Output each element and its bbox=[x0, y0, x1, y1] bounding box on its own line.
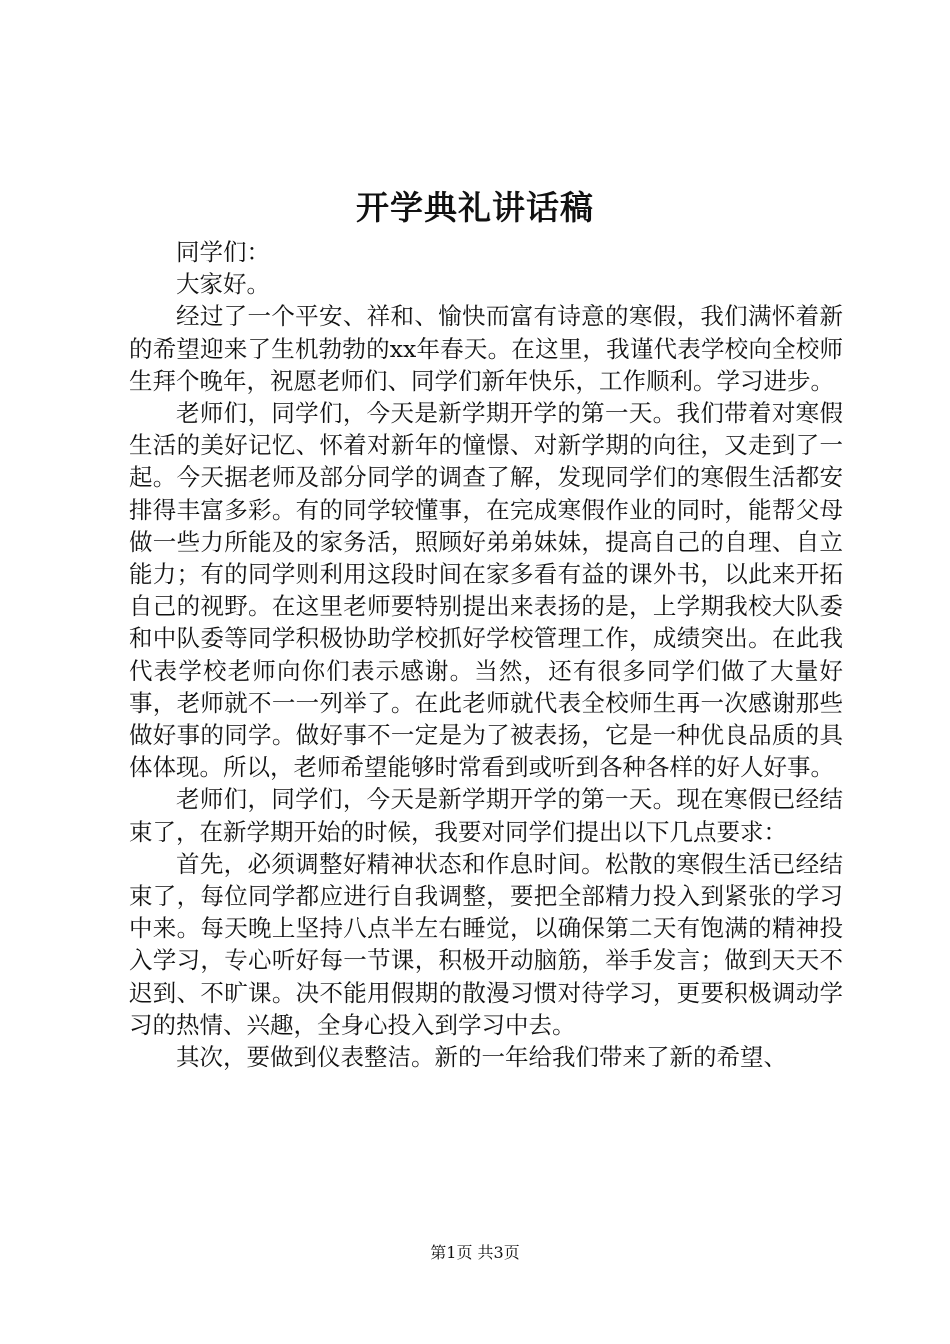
greeting: 大家好。 bbox=[176, 270, 270, 299]
page-number-footer: 第1页 共3页 bbox=[430, 1243, 520, 1262]
paragraph: 首先，必须调整好精神状态和作息时间。松散的寒假生活已经结束了，每位同学都应进行自我调整，要把全部精力投入到紧张的学习中来。每天晚上坚持八点半左右睡觉，以确保第二天有饱满的精神投入学习，专心听好每一节课，积极开动脑筋，举手发言；做到天天不迟到、不旷课。决不能用假期的散漫习惯对待学习，更要积极调动学习的热情、兴趣，全身心投入到学习中去。 bbox=[129, 849, 843, 1039]
document-body bbox=[129, 236, 843, 1073]
paragraph: 老师们，同学们，今天是新学期开学的第一天。我们带着对寒假生活的美好记忆、怀着对新年的憧憬、对新学期的向往，又走到了一起。今天据老师及部分同学的调查了解，发现同学们的寒假生活都安排得丰富多彩。有的同学较懂事，在完成寒假作业的同时，能帮父母做一些力所能及的家务活，照顾好弟弟妹妹，提高自己的自理、自立能力；有的同学则利用这段时间在家多看有益的课外书，以此来开拓自己的视野。在这里老师要特别提出来表扬的是，上学期我校大队委和中队委等同学积极协助学校抓好学校管理工作，成绩突出。在此我代表学校老师向你们表示感谢。当然，还有很多同学们做了大量好事，老师就不一一列举了。在此老师就代表全校师生再一次感谢那些做好事的同学。做好事不一定是为了被表扬，它是一种优良品质的具体体现。所以，老师希望能够时常看到或听到各种各样的好人好事。 bbox=[129, 399, 843, 782]
salutation: 同学们： bbox=[176, 238, 270, 266]
document-title: 开学典礼讲话稿 bbox=[356, 188, 594, 227]
paragraph: 其次，要做到仪表整洁。新的一年给我们带来了新的希望、 bbox=[176, 1043, 787, 1072]
paragraph: 经过了一个平安、祥和、愉快而富有诗意的寒假，我们满怀着新的希望迎来了生机勃勃的xx年春天。在这里，我谨代表学校向全校师生拜个晚年，祝愿老师们、同学们新年快乐，工作顺利。学习进步。 bbox=[129, 302, 843, 395]
paragraph: 老师们，同学们，今天是新学期开学的第一天。现在寒假已经结束了，在新学期开始的时候，我要对同学们提出以下几点要求： bbox=[129, 785, 843, 846]
